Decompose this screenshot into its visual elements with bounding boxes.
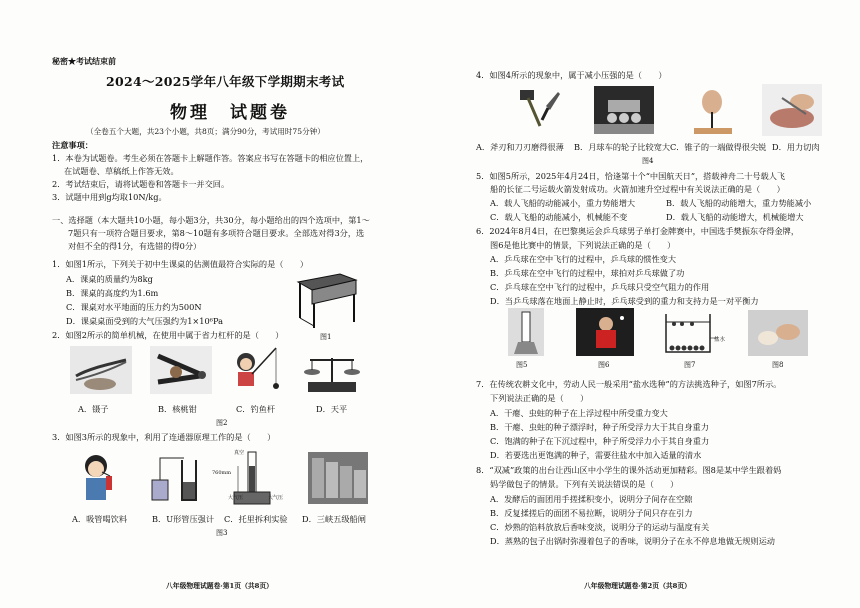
figure-3-caption: 图3 (216, 529, 228, 537)
fig3-label-pressure-left: 大气压 (228, 495, 244, 501)
q6-option-c: C．乒乓球在空中飞行的过程中，乒乓球只受空气阻力的作用 (490, 282, 710, 292)
figure-7-salt-water (662, 310, 724, 356)
figure-4-caption: 图4 (642, 157, 654, 165)
question-6-b: 图6是他比赛中的情景，下列说法正确的是（ ） (490, 240, 676, 250)
q7-option-d: D．若要选出更饱满的种子，需要往盐水中加入适量的清水 (490, 450, 702, 460)
subject-title: 物理 试题卷 (170, 103, 290, 123)
fig3-label-pressure-right: 大气压 (268, 495, 284, 501)
question-6-a: 6．2024年8月4日，在巴黎奥运会乒乓球男子单打金牌赛中，中国选手樊振东夺得金牌， (476, 226, 800, 236)
q6-option-d: D．当乒乓球落在地面上静止时，乒乓球受到的重力和支持力是一对平衡力 (490, 296, 759, 306)
figure-5-caption: 图5 (516, 361, 528, 369)
q3-option-d: D．三峡五级船闸 (302, 514, 366, 524)
q7-option-c: C．饱满的种子在下沉过程中，种子所受浮力小于其自身重力 (490, 436, 710, 446)
q5-option-c: C．载人飞船的动能减小，机械能不变 (490, 212, 628, 222)
figure-1-desk (290, 270, 360, 330)
q1-option-d: D．课桌桌面受到的大气压强约为1×10⁶Pa (66, 316, 223, 326)
q2-option-b: B．核桃钳 (158, 404, 197, 414)
question-8-a: 8．“双减”政策的出台让西山区中小学生的课外活动更加精彩。图8是某中学生跟着妈 (476, 465, 782, 475)
section-1-line-c: 对但不全的得1分，有选错的得0分） (68, 241, 202, 251)
figure-4c-awl (686, 84, 740, 136)
q3-option-c: C．托里拆利实验 (224, 514, 288, 524)
q8-option-c: C．炒熟的馅料放放后香味变淡，说明分子的运动与温度有关 (490, 522, 710, 532)
figure-1-caption: 图1 (320, 333, 332, 341)
notes-title: 注意事项： (52, 140, 93, 150)
section-1-line-b: 7题只有一项符合题目要求，第8～10题有多项符合题目要求。全部选对得3分，选 (68, 228, 365, 238)
figure-8-caption: 图8 (772, 361, 784, 369)
q7-option-b: B．干瘪、虫蛀的种子漂浮时，种子所受浮力大于其自身重力 (490, 422, 709, 432)
q2-option-d: D．天平 (316, 404, 348, 414)
figure-2-caption: 图2 (216, 419, 228, 427)
q8-option-a: A．发酵后的面团用手搓揉积变小，说明分子间存在空隙 (490, 494, 693, 504)
figure-2b-nutcracker (150, 346, 212, 394)
q3-option-b: B．U形管压强计 (152, 514, 215, 524)
figure-6-table-tennis (576, 308, 634, 356)
question-5-a: 5．如图5所示，2025年4月24日，恰逢第十个“中国航天日”，搭载神舟二十号载人飞 (476, 171, 786, 181)
q6-option-b: B．乒乓球在空中飞行的过程中，球拍对乒乓球做了功 (490, 268, 685, 278)
question-7-b: 下列说法正确的是（ ） (490, 393, 589, 403)
q5-option-b: B．载人飞船的动能增大，重力势能减小 (666, 198, 812, 208)
q7-option-a: A．干瘪、虫蛀的种子在上浮过程中所受重力变大 (490, 408, 668, 418)
q5-option-d: D．载人飞船的动能增大，机械能增大 (666, 212, 804, 222)
q6-option-a: A．乒乓球在空中飞行的过程中，乒乓球的惯性变大 (490, 254, 677, 264)
fig3-label-height: 760mm (212, 470, 232, 476)
question-4: 4．如图4所示的现象中，属于减小压强的是（ ） (476, 70, 667, 80)
page-2-footer: 八年级物理试题卷·第2页（共8页） (584, 582, 691, 590)
exam-title: 2024～2025学年八年级下学期期末考试 (106, 74, 345, 89)
secret-label: 秘密★考试结束前 (52, 56, 116, 66)
q3-option-a: A．吸管喝饮料 (72, 514, 128, 524)
page-1-footer: 八年级物理试题卷·第1页（共8页） (166, 582, 273, 590)
figure-8-dumplings (748, 310, 808, 356)
question-8-b: 妈学做包子的情景。下列有关说法错误的是（ ） (490, 479, 679, 489)
q8-option-d: D．蒸熟的包子出锅时弥漫着包子的香味，说明分子在永不停息地做无规则运动 (490, 536, 775, 546)
question-5-b: 船的长征二号运载火箭发射成功。火箭加速升空过程中有关说法正确的是（ ） (490, 184, 785, 194)
q1-option-c: C．课桌对水平地面的压力约为500N (66, 302, 202, 312)
figure-4d-cutting-meat (762, 84, 822, 136)
figure-2d-balance (300, 350, 364, 394)
q4-option-b: B．月球车的轮子比较宽大 (574, 142, 671, 152)
q8-option-b: B．反复揉搓后的面团不易拉断，说明分子间只存在引力 (490, 508, 693, 518)
q4-option-a: A．斧刃和刀刃磨得很薄 (476, 142, 564, 152)
figure-3a-girl-straw (70, 450, 124, 506)
figure-3d-ship-lock (308, 452, 368, 504)
figure-2a-tweezers (70, 346, 132, 394)
q4-option-d: D．用力切肉 (772, 142, 820, 152)
figure-4a-axe-knife (514, 86, 564, 134)
figure-5-rocket (508, 308, 544, 356)
question-1: 1．如图1所示，下列关于初中生课桌的估测值最符合实际的是（ ） (52, 259, 309, 269)
q2-option-a: A．镊子 (78, 404, 109, 414)
section-1-line-a: 一、选择题（本大题共10小题，每小题3分，共30分，每小题给出的四个选项中，第1～ (52, 215, 370, 225)
question-7-a: 7．在传统农耕文化中，劳动人民一般采用“盐水选种”的方法挑选种子，如图7所示。 (476, 379, 782, 389)
note-3: 3．试题中用到g均取10N/kg。 (52, 192, 167, 202)
note-2: 2．考试结束后，请将试题卷和答题卡一并交回。 (52, 179, 230, 189)
question-3: 3．如图3所示的现象中，利用了连通器原理工作的是（ ） (52, 432, 276, 442)
question-2: 2．如图2所示的简单机械，在使用中属于省力杠杆的是（ ） (52, 330, 284, 340)
figure-7-caption: 图7 (684, 361, 696, 369)
q4-option-c: C．锥子的一端做得很尖锐 (670, 142, 767, 152)
q2-option-c: C．钓鱼杆 (236, 404, 276, 414)
figure-3b-u-tube (148, 450, 204, 506)
note-1a: 1．本卷为试题卷。考生必须在答题卡上解题作答。答案应书写在答题卡的相应位置上， (52, 153, 369, 163)
figure-6-caption: 图6 (598, 361, 610, 369)
exam-info: （全卷五个大题，共23个小题，共8页；满分90分，考试用时75分钟） (86, 127, 325, 136)
figure-2c-fishing (226, 344, 282, 396)
q1-option-a: A．课桌的质量约为8kg (66, 274, 153, 284)
q5-option-a: A．载人飞船的动能减小，重力势能增大 (490, 198, 636, 208)
q1-option-b: B．课桌的高度约为1.6m (66, 288, 159, 298)
fig7-label-salt-water: 盐水 (714, 337, 726, 343)
note-1b: 在试题卷、草稿纸上作答无效。 (64, 166, 179, 176)
fig3-label-vacuum: 真空 (234, 450, 245, 456)
figure-4b-lunar-rover (594, 86, 654, 134)
